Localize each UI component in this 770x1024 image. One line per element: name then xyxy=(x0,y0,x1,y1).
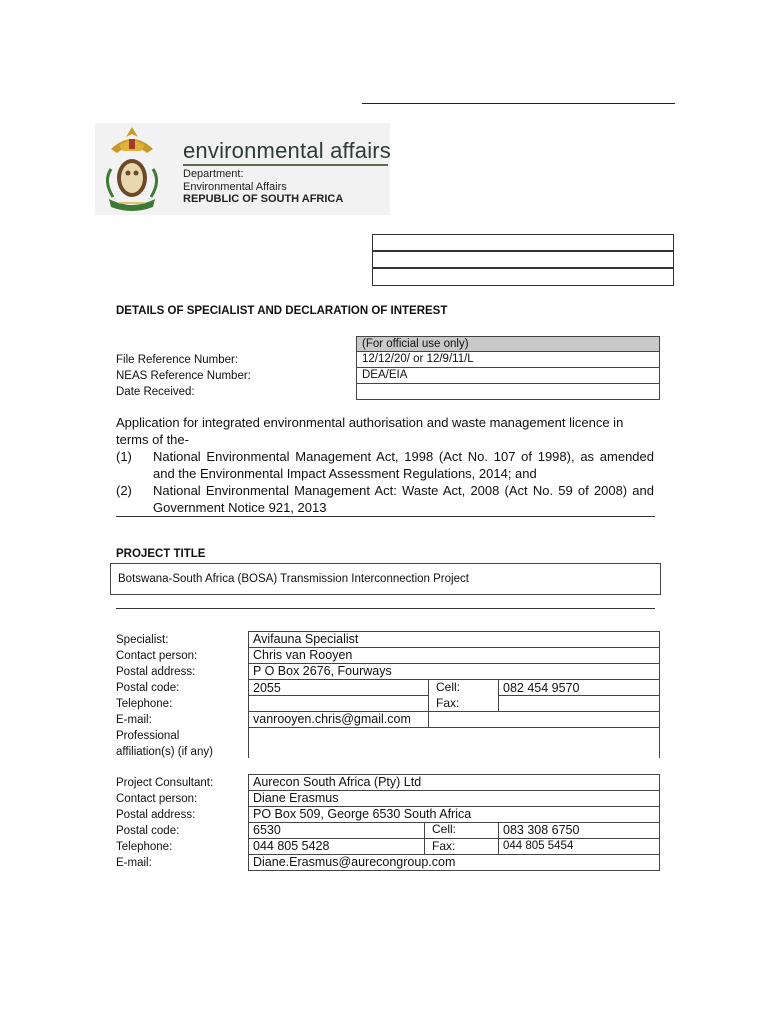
project-title-box[interactable] xyxy=(110,563,661,595)
consultant-email[interactable]: Diane.Erasmus@aurecongroup.com xyxy=(253,855,456,869)
specialist-postal-address[interactable]: P O Box 2676, Fourways xyxy=(253,664,392,678)
official-use-header: (For official use only) xyxy=(356,336,660,352)
consultant-fax[interactable]: 044 805 5454 xyxy=(503,840,574,852)
specialist-labels: Specialist: Contact person: Postal address: Postal code: Telephone: E-mail: Professional affiliation(s) (if any) xyxy=(116,634,213,758)
file-reference-label: File Reference Number: xyxy=(116,354,239,366)
file-reference-value[interactable]: 12/12/20/ or 12/9/11/L xyxy=(356,351,660,368)
application-paragraph xyxy=(116,414,654,516)
specialist-contact[interactable]: Chris van Rooyen xyxy=(253,648,353,662)
specialist-cell-label: Cell: xyxy=(436,680,461,694)
consultant-cell-label: Cell: xyxy=(432,822,457,836)
consultant-fax-label: Fax: xyxy=(432,839,456,853)
official-box-3[interactable] xyxy=(372,268,674,286)
project-title-value: Botswana-South Africa (BOSA) Transmission Interconnection Project xyxy=(118,573,469,585)
specialist-fax-label: Fax: xyxy=(436,696,460,710)
brand-divider xyxy=(183,164,388,166)
coat-of-arms-icon xyxy=(97,123,167,215)
project-title-heading: PROJECT TITLE xyxy=(116,548,206,560)
official-box-1[interactable] xyxy=(372,234,674,251)
form-title: DETAILS OF SPECIALIST AND DECLARATION OF INTEREST xyxy=(116,305,448,317)
header-rule xyxy=(362,103,675,104)
neas-reference-label: NEAS Reference Number: xyxy=(116,370,251,382)
consultant-cell[interactable]: 083 308 6750 xyxy=(503,823,580,837)
section-rule xyxy=(116,516,655,517)
specialist-email[interactable]: vanrooyen.chris@gmail.com xyxy=(253,712,411,726)
date-received-value[interactable] xyxy=(356,383,660,400)
consultant-labels: Project Consultant: Contact person: Postal address: Postal code: Telephone: E-mail: xyxy=(116,777,214,869)
official-box-2[interactable] xyxy=(372,251,674,268)
specialist-cell[interactable]: 082 454 9570 xyxy=(503,681,580,695)
specialist-name[interactable]: Avifauna Specialist xyxy=(253,632,359,646)
legislation-item: (2) National Environmental Management Act: Waste Act, 2008 (Act No. 59 of 2008) and Government Notice 921, 2013 xyxy=(116,483,654,515)
date-received-label: Date Received: xyxy=(116,386,195,398)
consultant-postal-code[interactable]: 6530 xyxy=(253,823,281,837)
consultant-telephone[interactable]: 044 805 5428 xyxy=(253,839,330,853)
consultant-postal-address[interactable]: PO Box 509, George 6530 South Africa xyxy=(253,807,472,821)
reference-labels xyxy=(116,352,251,400)
consultant-name[interactable]: Aurecon South Africa (Pty) Ltd xyxy=(253,775,422,789)
consultant-contact[interactable]: Diane Erasmus xyxy=(253,791,339,805)
neas-reference-value[interactable]: DEA/EIA xyxy=(356,367,660,384)
brand-title: environmental affairs xyxy=(183,138,392,163)
brand-department: Department: Environmental Affairs xyxy=(183,168,287,193)
section-rule xyxy=(116,608,655,609)
specialist-postal-code[interactable]: 2055 xyxy=(253,681,281,695)
brand-country: REPUBLIC OF SOUTH AFRICA xyxy=(183,193,344,205)
application-intro: Application for integrated environmental authorisation and waste management licence in terms of the- xyxy=(116,415,624,447)
legislation-item: (1) National Environmental Management Act, 1998 (Act No. 107 of 1998), as amended and the Environmental Impact Assessment Regulations, 2014; and xyxy=(116,449,654,481)
